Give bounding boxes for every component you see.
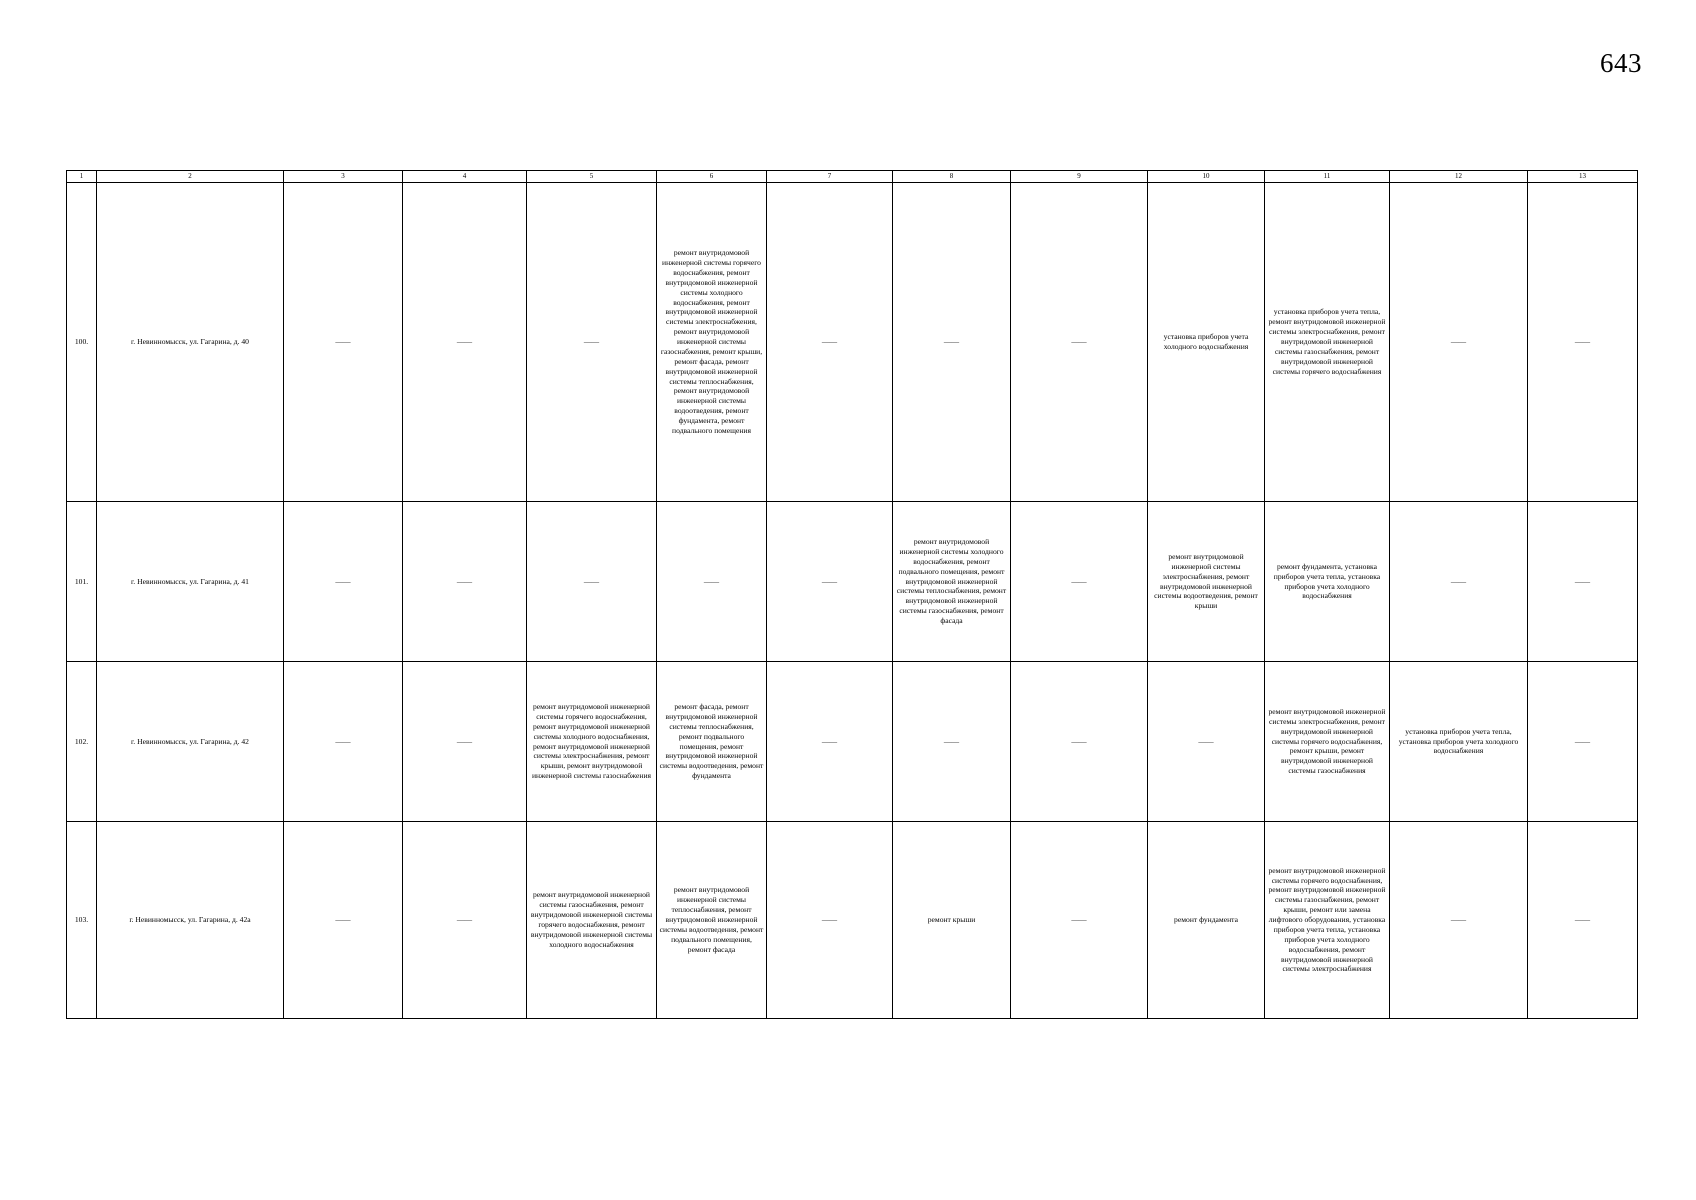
table-row: [67, 822, 1638, 1019]
table-cell: ——: [527, 183, 657, 502]
table-row: [67, 502, 1638, 662]
row-number: 103.: [67, 822, 97, 1019]
table-cell: ремонт внутридомовой инженерной системы горячего водоснабжения, ремонт внутридомовой инженерной системы холодного водоснабжения, ремонт внутридомовой инженерной системы электроснабжения, ремонт внутридомовой инженерной системы газоснабжения, ремонт крыши, ремонт фасада, ремонт внутридомовой инженерной системы теплоснабжения, ремонт внутридомовой инженерной системы водоотведения, ремонт фундамента, ремонт подвального помещения: [657, 183, 767, 502]
table-cell: ——: [767, 662, 893, 822]
table-cell: ——: [1011, 502, 1148, 662]
table-cell: ремонт внутридомовой инженерной системы горячего водоснабжения, ремонт внутридомовой инженерной системы газоснабжения, ремонт крыши, ремонт или замена лифтового оборудования, установка приборов учета тепла, установка приборов учета холодного водоснабжения, ремонт внутридомовой инженерной системы электроснабжения: [1265, 822, 1390, 1019]
table-cell: ремонт внутридомовой инженерной системы электроснабжения, ремонт внутридомовой инженерной системы горячего водоснабжения, ремонт крыши, ремонт внутридомовой инженерной системы газоснабжения: [1265, 662, 1390, 822]
address-cell: г. Невинномысск, ул. Гагарина, д. 41: [97, 502, 284, 662]
address-cell: г. Невинномысск, ул. Гагарина, д. 40: [97, 183, 284, 502]
column-header: 5: [527, 171, 657, 183]
column-header: 2: [97, 171, 284, 183]
table-cell: ——: [403, 822, 527, 1019]
table-cell: установка приборов учета тепла, установка приборов учета холодного водоснабжения: [1390, 662, 1528, 822]
column-header: 11: [1265, 171, 1390, 183]
table-cell: ——: [1528, 822, 1638, 1019]
column-header: 1: [67, 171, 97, 183]
table-cell: ——: [767, 183, 893, 502]
table-cell: ——: [1390, 822, 1528, 1019]
table-cell: ——: [403, 183, 527, 502]
table-cell: ремонт внутридомовой инженерной системы теплоснабжения, ремонт внутридомовой инженерной системы водоотведения, ремонт подвального помещения, ремонт фасада: [657, 822, 767, 1019]
table-cell: ——: [893, 662, 1011, 822]
table-cell: ——: [284, 502, 403, 662]
table-cell: ремонт крыши: [893, 822, 1011, 1019]
table-row: [67, 183, 1638, 502]
table-cell: ——: [1148, 662, 1265, 822]
table-cell: ——: [403, 502, 527, 662]
table-cell: ——: [403, 662, 527, 822]
table-cell: ——: [284, 822, 403, 1019]
table-cell: ——: [767, 502, 893, 662]
table-row: [67, 662, 1638, 822]
table-cell: ——: [1528, 662, 1638, 822]
column-header: 8: [893, 171, 1011, 183]
repair-schedule-table: [66, 170, 1638, 1019]
table-cell: ——: [1011, 183, 1148, 502]
column-header: 12: [1390, 171, 1528, 183]
column-number-row: [67, 171, 1638, 183]
table-cell: ——: [767, 822, 893, 1019]
column-header: 13: [1528, 171, 1638, 183]
table-cell: ремонт фундамента, установка приборов учета тепла, установка приборов учета холодного водоснабжения: [1265, 502, 1390, 662]
column-header: 10: [1148, 171, 1265, 183]
table-cell: ——: [1528, 183, 1638, 502]
table-cell: ——: [1011, 822, 1148, 1019]
column-header: 3: [284, 171, 403, 183]
table-cell: ремонт внутридомовой инженерной системы горячего водоснабжения, ремонт внутридомовой инженерной системы холодного водоснабжения, ремонт внутридомовой инженерной системы электроснабжения, ремонт крыши, ремонт внутридомовой инженерной системы газоснабжения: [527, 662, 657, 822]
table-cell: ремонт фасада, ремонт внутридомовой инженерной системы теплоснабжения, ремонт подвального помещения, ремонт внутридомовой инженерной системы водоотведения, ремонт фундамента: [657, 662, 767, 822]
column-header: 6: [657, 171, 767, 183]
table-cell: ремонт внутридомовой инженерной системы холодного водоснабжения, ремонт подвального помещения, ремонт внутридомовой инженерной системы теплоснабжения, ремонт внутридомовой инженерной системы газоснабжения, ремонт фасада: [893, 502, 1011, 662]
table-cell: ——: [284, 662, 403, 822]
table-cell: ——: [1390, 502, 1528, 662]
table-cell: ——: [284, 183, 403, 502]
column-header: 7: [767, 171, 893, 183]
column-header: 4: [403, 171, 527, 183]
table-cell: ——: [893, 183, 1011, 502]
row-number: 100.: [67, 183, 97, 502]
page-number: 643: [1600, 48, 1642, 78]
row-number: 102.: [67, 662, 97, 822]
row-number: 101.: [67, 502, 97, 662]
address-cell: г. Невинномысск, ул. Гагарина, д. 42: [97, 662, 284, 822]
table-cell: ремонт внутридомовой инженерной системы газоснабжения, ремонт внутридомовой инженерной системы горячего водоснабжения, ремонт внутридомовой инженерной системы холодного водоснабжения: [527, 822, 657, 1019]
table-cell: ремонт внутридомовой инженерной системы электроснабжения, ремонт внутридомовой инженерной системы водоотведения, ремонт крыши: [1148, 502, 1265, 662]
table-cell: установка приборов учета холодного водоснабжения: [1148, 183, 1265, 502]
table-cell: ——: [1528, 502, 1638, 662]
table-cell: ——: [657, 502, 767, 662]
table-cell: ——: [1011, 662, 1148, 822]
table-cell: ——: [527, 502, 657, 662]
column-header: 9: [1011, 171, 1148, 183]
table-cell: ——: [1390, 183, 1528, 502]
address-cell: г. Невинномысск, ул. Гагарина, д. 42а: [97, 822, 284, 1019]
table-cell: установка приборов учета тепла, ремонт внутридомовой инженерной системы электроснабжения, ремонт внутридомовой инженерной системы газоснабжения, ремонт внутридомовой инженерной системы горячего водоснабжения: [1265, 183, 1390, 502]
table-cell: ремонт фундамента: [1148, 822, 1265, 1019]
